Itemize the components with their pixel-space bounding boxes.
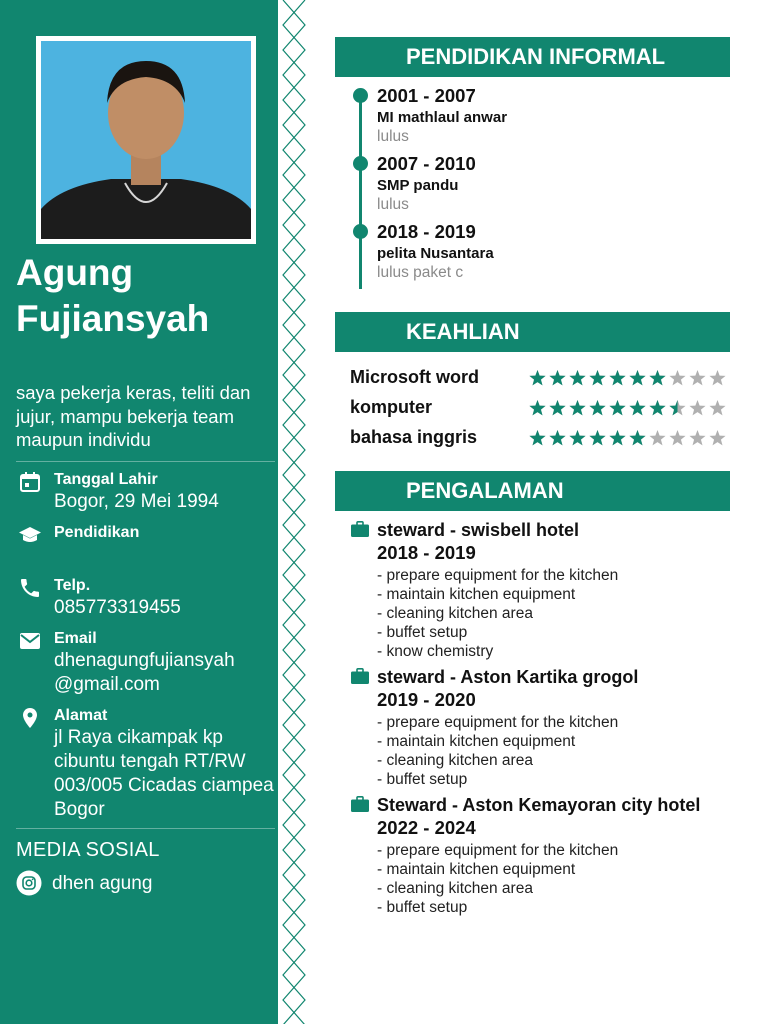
star-filled-icon [549, 400, 565, 415]
profile-name-first: Agung [16, 252, 134, 293]
skill-name: Microsoft word [350, 367, 479, 387]
job-duty: - buffet setup [377, 899, 468, 916]
email-value[interactable] [54, 649, 284, 697]
birth-value: Bogor, 29 Mei 1994 [54, 491, 219, 512]
email-value-line1: dhenagungfujiansyah [54, 650, 235, 671]
star-filled-icon [629, 370, 645, 385]
sidebar-divider-social [16, 828, 275, 829]
timeline-dot [353, 88, 368, 103]
calendar-icon [18, 470, 42, 494]
profile-photo-frame [36, 36, 256, 244]
job-duty: - cleaning kitchen area [377, 605, 533, 622]
sidebar-divider [16, 461, 275, 462]
star-rating-graphic [529, 399, 729, 417]
job-duty: - buffet setup [377, 624, 468, 641]
job-duty: - cleaning kitchen area [377, 752, 533, 769]
star-empty-icon [709, 430, 725, 445]
star-filled-icon [629, 400, 645, 415]
job-years: 2019 - 2020 [377, 689, 476, 710]
star-filled-icon [529, 400, 545, 415]
diamond-pattern-strip [278, 0, 310, 1024]
section-header-education [335, 37, 730, 77]
star-filled-icon [549, 430, 565, 445]
star-empty-icon [669, 370, 685, 385]
timeline-dot [353, 224, 368, 239]
star-filled-icon [549, 370, 565, 385]
skill-name: komputer [350, 397, 433, 417]
star-empty-icon [709, 370, 725, 385]
star-filled-icon [609, 400, 625, 415]
section-title-education: PENDIDIKAN INFORMAL [406, 44, 666, 69]
job-title: Steward - Aston Kemayoran city hotel [377, 795, 701, 815]
address-value: jl Raya cikampak kp cibuntu tengah RT/RW 003/005 Cicadas ciampea Bogor [54, 727, 274, 820]
star-empty-icon [689, 430, 705, 445]
education-school: pelita Nusantara [377, 245, 494, 262]
star-filled-icon [609, 370, 625, 385]
job-duty: - know chemistry [377, 643, 494, 660]
education-status: lulus [377, 128, 409, 145]
star-empty-icon [689, 370, 705, 385]
job-duty: - prepare equipment for the kitchen [377, 714, 619, 731]
skill-rating [529, 429, 729, 447]
job-years: 2022 - 2024 [377, 817, 476, 838]
phone-label: Telp. [54, 577, 91, 594]
job-duty: - maintain kitchen equipment [377, 733, 576, 750]
star-filled-icon [629, 430, 645, 445]
star-filled-icon [649, 370, 665, 385]
birth-label: Tanggal Lahir [54, 471, 158, 488]
profile-name [16, 250, 271, 342]
job-title: steward - Aston Kartika grogol [377, 667, 639, 687]
star-filled-icon [589, 430, 605, 445]
education-timeline-line [359, 92, 362, 289]
job-years: 2018 - 2019 [377, 542, 476, 563]
education-years: 2007 - 2010 [377, 153, 476, 174]
star-filled-icon [569, 430, 585, 445]
star-filled-icon [609, 430, 625, 445]
job-duty: - cleaning kitchen area [377, 880, 533, 897]
star-empty-icon [669, 430, 685, 445]
social-media-title: MEDIA SOSIAL [16, 839, 160, 861]
diamond-pattern [278, 0, 310, 1024]
education-school: MI mathlaul anwar [377, 109, 508, 126]
instagram-icon[interactable] [16, 870, 42, 896]
education-status: lulus [377, 196, 409, 213]
graduation-cap-icon [18, 523, 42, 547]
star-filled-icon [589, 400, 605, 415]
education-years: 2001 - 2007 [377, 85, 476, 106]
education-school: SMP pandu [377, 177, 459, 194]
job-title: steward - swisbell hotel [377, 520, 580, 540]
star-empty-icon [689, 400, 705, 415]
profile-photo [41, 41, 251, 239]
education-years: 2018 - 2019 [377, 221, 476, 242]
skill-rating [529, 399, 729, 417]
skill-rating [529, 369, 729, 387]
star-filled-icon [569, 370, 585, 385]
star-filled-icon [569, 400, 585, 415]
job-duty: - maintain kitchen equipment [377, 861, 576, 878]
instagram-handle[interactable]: dhen agung [52, 873, 153, 894]
skill-name: bahasa inggris [350, 427, 478, 447]
star-rating-graphic [529, 369, 729, 387]
email-value-line2: @gmail.com [54, 674, 160, 695]
star-filled-icon [649, 400, 665, 415]
star-empty-icon [709, 400, 725, 415]
phone-icon [18, 576, 42, 600]
email-icon [18, 629, 42, 653]
timeline-dot [353, 156, 368, 171]
briefcase-icon [351, 796, 369, 812]
phone-value: 085773319455 [54, 597, 181, 618]
sidebar [0, 0, 278, 1024]
location-pin-icon [18, 706, 42, 730]
star-rating-graphic [529, 429, 729, 447]
address-label: Alamat [54, 707, 108, 724]
star-empty-icon [649, 430, 665, 445]
section-header-skills [335, 312, 730, 352]
job-duty: - prepare equipment for the kitchen [377, 842, 619, 859]
briefcase-icon [351, 521, 369, 537]
job-duty: - prepare equipment for the kitchen [377, 567, 619, 584]
profile-about: saya pekerja keras, teliti dan jujur, mampu bekerja team maupun individu [16, 382, 251, 450]
section-title-skills: KEAHLIAN [406, 319, 520, 344]
email-label: Email [54, 630, 97, 647]
education-label: Pendidikan [54, 524, 140, 541]
section-header-experience [335, 471, 730, 511]
briefcase-icon [351, 668, 369, 684]
section-title-experience: PENGALAMAN [406, 478, 564, 503]
star-filled-icon [529, 370, 545, 385]
job-duty: - buffet setup [377, 771, 468, 788]
profile-name-last: Fujiansyah [16, 298, 210, 339]
job-duty: - maintain kitchen equipment [377, 586, 576, 603]
star-filled-icon [589, 370, 605, 385]
star-filled-icon [529, 430, 545, 445]
education-status: lulus paket c [377, 264, 464, 281]
